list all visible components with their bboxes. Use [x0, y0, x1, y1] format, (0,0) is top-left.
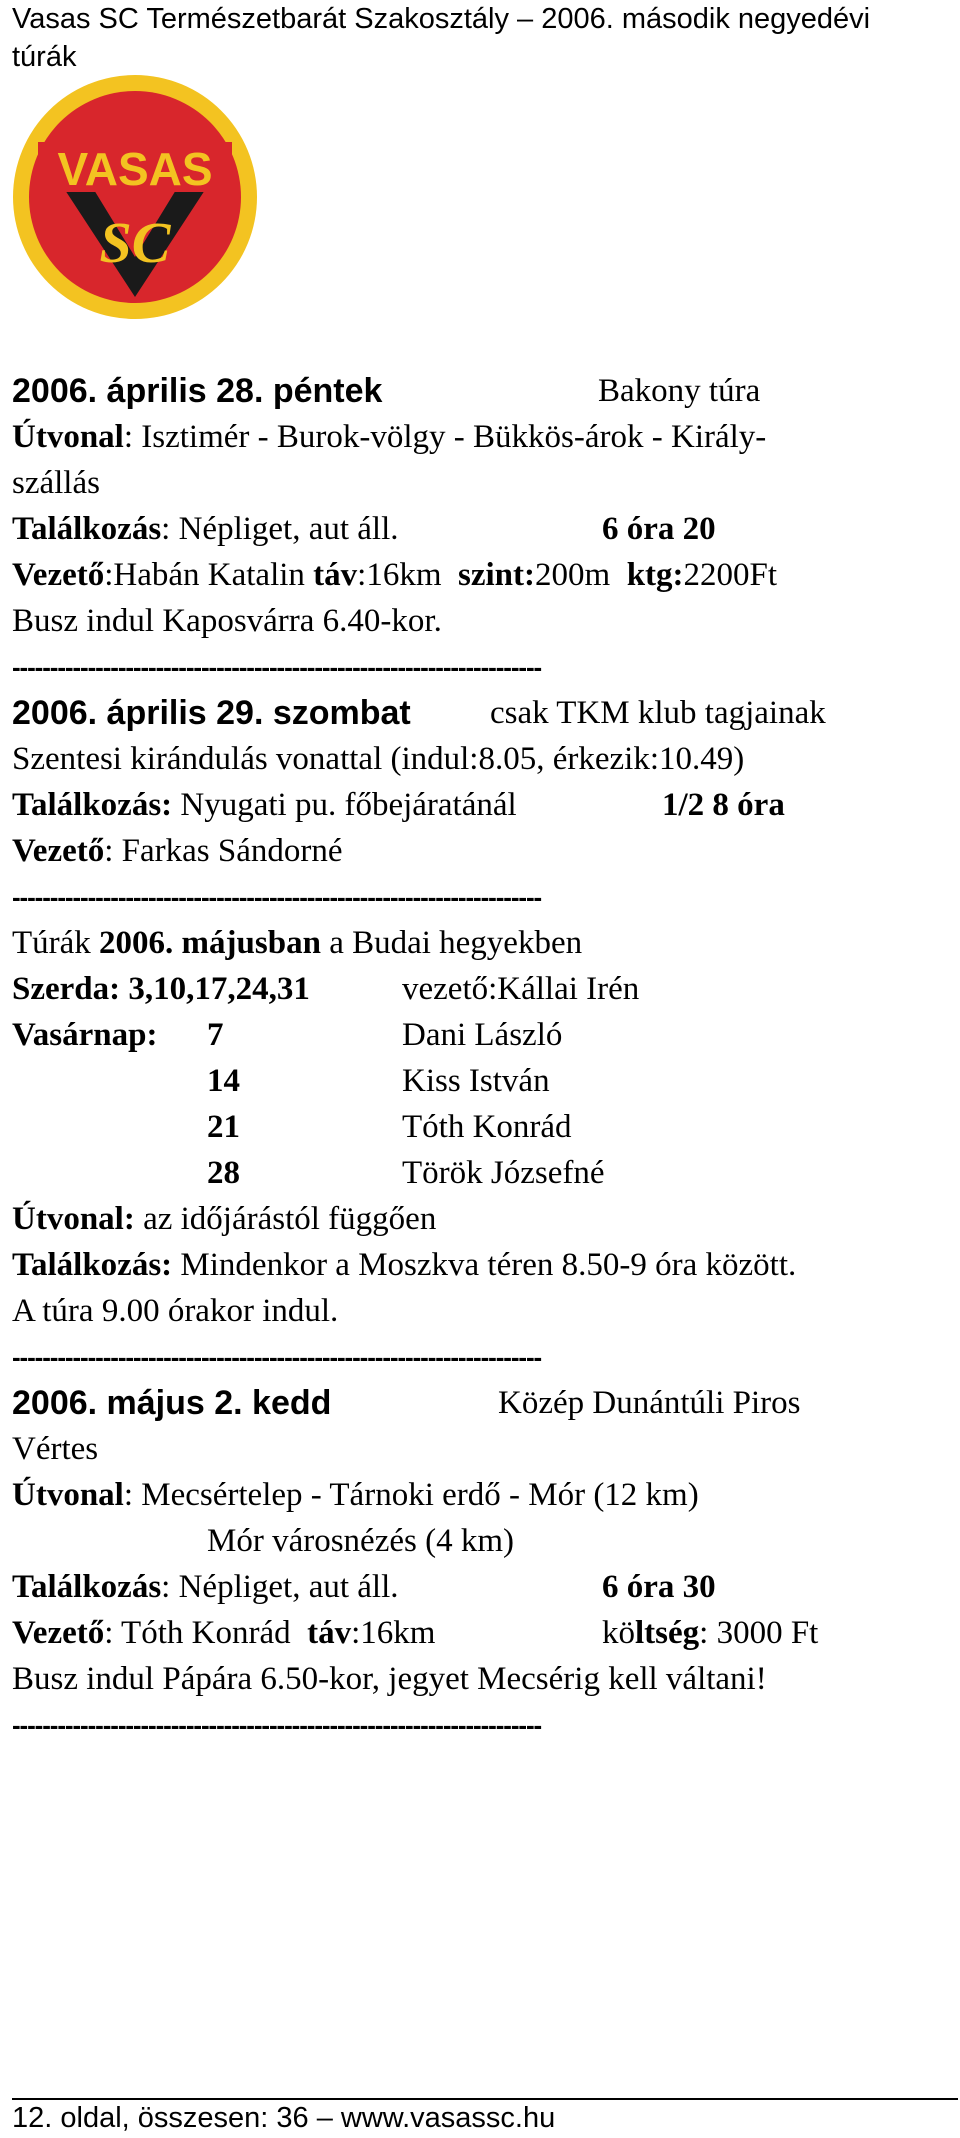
- tour1-name: Bakony túra: [598, 373, 761, 409]
- meeting-label: Találkozás:: [12, 1247, 173, 1283]
- tour3-route-cont: [12, 1518, 952, 1564]
- tour2-heading: [12, 690, 952, 736]
- wednesday-leader: vezető:Kállai Irén: [402, 971, 640, 1007]
- tour3-heading: [12, 1380, 952, 1426]
- leader-label: Vezető: [12, 833, 105, 869]
- meeting-time: 6 óra 20: [602, 511, 716, 547]
- sunday-leader: Tóth Konrád: [402, 1109, 572, 1145]
- sunday-row: [12, 1012, 952, 1058]
- sunday-day: 14: [207, 1063, 240, 1099]
- meeting-label: Találkozás: [12, 1569, 162, 1605]
- separator-line: ----------------------------------------------------------------------: [12, 1342, 542, 1372]
- tour2-meeting: [12, 782, 952, 828]
- intro-month: 2006. májusban: [99, 925, 321, 961]
- leader-name: : Tóth Konrád: [104, 1615, 291, 1651]
- sunday-day: 7: [207, 1017, 224, 1053]
- may-start: A túra 9.00 órakor indul.: [12, 1293, 339, 1329]
- leader-name: :Habán Katalin: [104, 557, 305, 593]
- elevation-label: szint:: [458, 557, 536, 593]
- tour2-description: Szentesi kirándulás vonattal (indul:8.05, érkezik:10.49): [12, 741, 745, 777]
- page-footer: 12. oldal, összesen: 36 – www.vasassc.hu: [12, 2102, 556, 2134]
- cost-label: ltség: [635, 1615, 700, 1651]
- separator-line: ----------------------------------------------------------------------: [12, 882, 542, 912]
- leader-name: : Farkas Sándorné: [104, 833, 343, 869]
- may-tours-intro: [12, 920, 952, 966]
- tour2-note: csak TKM klub tagjainak: [490, 695, 826, 731]
- cost-value: : 3000 Ft: [699, 1615, 819, 1651]
- tour3-route: [12, 1472, 952, 1518]
- tour1-meeting: [12, 506, 952, 552]
- leader-label: Vezető: [12, 557, 105, 593]
- cost-label-prefix: kö: [602, 1615, 635, 1651]
- sunday-label: Vasárnap:: [12, 1017, 158, 1053]
- sunday-leader: Kiss István: [402, 1063, 550, 1099]
- tour1-route-cont: szállás: [12, 465, 100, 501]
- route-label: Útvonal: [12, 419, 124, 455]
- intro-place: a Budai hegyekben: [329, 925, 583, 961]
- tour3-bus: Busz indul Pápára 6.50-kor, jegyet Mecsérig kell váltani!: [12, 1661, 767, 1697]
- distance-label: táv: [307, 1615, 352, 1651]
- distance-value: :16km: [357, 557, 442, 593]
- meeting-place: Mindenkor a Moszkva téren 8.50-9 óra között.: [180, 1247, 797, 1283]
- meeting-place: : Népliget, aut áll.: [161, 511, 399, 547]
- tour2-leader-line: [12, 828, 952, 874]
- distance-label: táv: [313, 557, 358, 593]
- separator-line: ----------------------------------------------------------------------: [12, 1710, 542, 1740]
- tour1-bus: Busz indul Kaposvárra 6.40-kor.: [12, 603, 442, 639]
- tour1-route: [12, 414, 952, 460]
- tour1-leader-line: [12, 552, 952, 598]
- route-text: : Isztimér - Burok-völgy - Bükkös-árok - Király-: [123, 419, 767, 455]
- cost-value: 2200Ft: [683, 557, 778, 593]
- leader-label: Vezető: [12, 1615, 105, 1651]
- meeting-time: 6 óra 30: [602, 1569, 716, 1605]
- meeting-place: : Népliget, aut áll.: [161, 1569, 399, 1605]
- route-text: az időjárástól függően: [143, 1201, 437, 1237]
- route-label: Útvonal: [12, 1477, 124, 1513]
- sunday-day: 21: [207, 1109, 240, 1145]
- tour3-meeting: [12, 1564, 952, 1610]
- wednesday-line: [12, 966, 952, 1012]
- tour3-name-cont: Vértes: [12, 1431, 99, 1467]
- route-label: Útvonal:: [12, 1201, 135, 1237]
- elevation-value: 200m: [535, 557, 611, 593]
- route-text: : Mecsértelep - Tárnoki erdő - Mór (12 km): [123, 1477, 699, 1513]
- sunday-row: [12, 1058, 952, 1104]
- tour3-name: Közép Dunántúli Piros: [498, 1385, 801, 1421]
- intro-text: Túrák: [12, 925, 91, 961]
- logo-text-bottom: SC: [99, 210, 171, 275]
- cost-block: [602, 1610, 818, 1656]
- separator-line: ----------------------------------------------------------------------: [12, 652, 542, 682]
- logo-text-top: VASAS: [57, 143, 213, 195]
- vasas-logo: [10, 72, 260, 322]
- meeting-place: Nyugati pu. főbejáratánál: [180, 787, 517, 823]
- meeting-time: 1/2 8 óra: [662, 787, 785, 823]
- tour2-date: 2006. április 29. szombat: [12, 694, 411, 732]
- sunday-leader: Dani László: [402, 1017, 563, 1053]
- cost-label: ktg:: [626, 557, 684, 593]
- meeting-label: Találkozás:: [12, 787, 173, 823]
- sunday-day: 28: [207, 1155, 240, 1191]
- sunday-leader: Török Józsefné: [402, 1155, 605, 1191]
- tour-list: [12, 368, 952, 1748]
- page-header-title: Vasas SC Természetbarát Szakosztály – 2006. második negyedévi túrák: [12, 3, 871, 73]
- wednesday-dates: Szerda: 3,10,17,24,31: [12, 971, 310, 1007]
- tour1-date: 2006. április 28. péntek: [12, 372, 383, 410]
- tour1-heading: [12, 368, 952, 414]
- sunday-row: [12, 1104, 952, 1150]
- tour3-leader-line: [12, 1610, 952, 1656]
- distance-value: :16km: [351, 1615, 436, 1651]
- tour3-date: 2006. május 2. kedd: [12, 1384, 332, 1422]
- meeting-label: Találkozás: [12, 511, 162, 547]
- may-route: [12, 1196, 952, 1242]
- sunday-row: [12, 1150, 952, 1196]
- route-text-2: Mór városnézés (4 km): [207, 1523, 514, 1559]
- may-meeting: [12, 1242, 952, 1288]
